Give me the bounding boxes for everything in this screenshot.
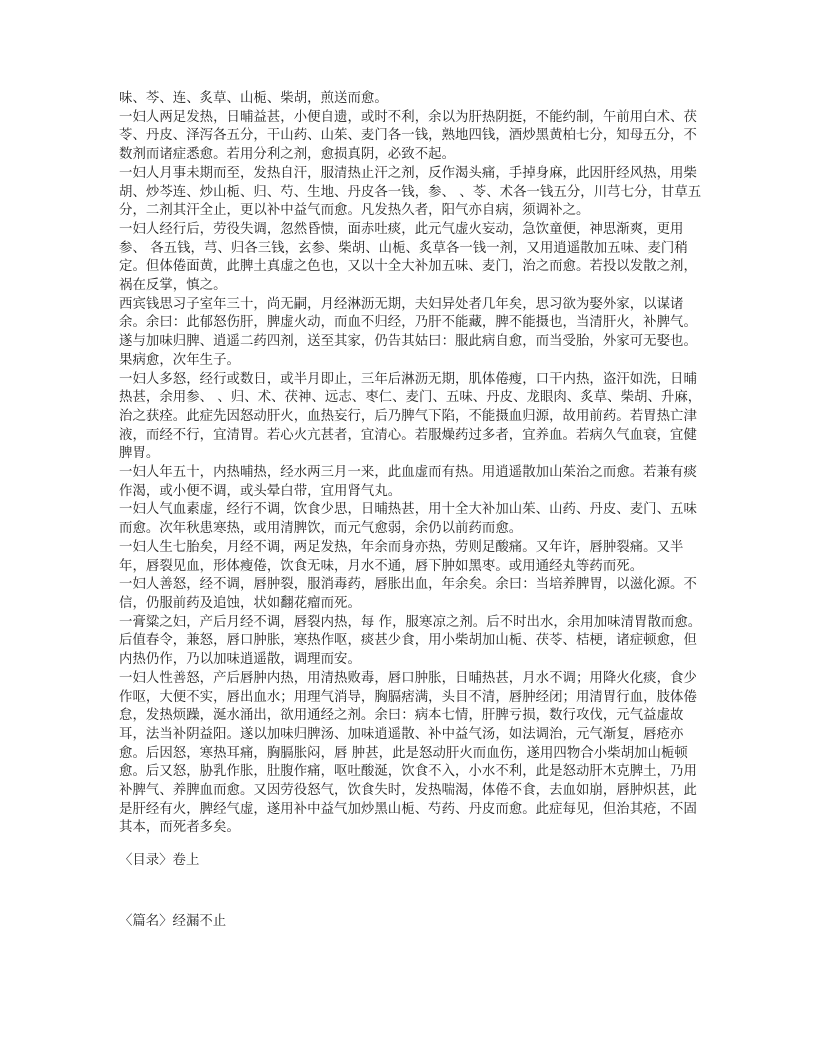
paragraph-8: 一妇人气血素虚，经行不调，饮食少思，日晡热甚，用十全大补加山茱、山药、丹皮、麦门、五味而愈。次年秋患寒热，或用清脾饮，而元气愈弱，余仍以前药而愈。	[119, 502, 697, 537]
paragraph-10: 一妇人善怒，经不调，唇肿裂，服消毒药，唇胀出血，年余矣。余曰：当培养脾胃，以滋化源。不信，仍服前药及追蚀，状如翻花瘤而死。	[119, 577, 697, 611]
toc-label: 〈目录〉卷上	[119, 853, 200, 868]
paragraph-5: 西宾钱思习子室年三十，尚无嗣，月经淋沥无期，夫妇异处者几年矣，思习欲为娶外家，以谋诸余。余曰：此郁怒伤肝，脾虚火动，而血不归经，乃肝不能藏，脾不能摄也，当清肝火，补脾气。遂与加味归脾、逍遥二药四剂，送至其家，仍告其姑曰：服此病自愈，而当受胎，外家可无娶也。果病愈，次年生子。	[119, 296, 697, 368]
paragraph-1: 味、芩、连、炙草、山栀、柴胡，煎送而愈。	[119, 91, 388, 106]
paragraph-9: 一妇人生七胎矣，月经不调，两足发热，年余而身亦热，劳则足酸痛。又年许，唇肿裂痛。又半年，唇裂见血，形体瘦倦，饮食无味，月水不通，唇下肿如黑枣。或用通经丸等药而死。	[119, 539, 684, 574]
paragraph-4: 一妇人经行后，劳役失调，忽然昏愦，面赤吐痰，此元气虚火妄动，急饮童便，神思渐爽，更用参、 各五钱，芎、归各三钱，玄参、柴胡、山栀、炙草各一钱一剂，又用逍遥散加五味、麦门稍定。但体倦面黄，此脾土真虚之色也，又以十全大补加五味、麦门，治之而愈。若投以发散之剂，祸在反掌，慎之。	[119, 221, 697, 294]
paragraph-7: 一妇人年五十，内热晡热，经水两三月一来，此血虚而有热。用逍遥散加山茱治之而愈。若兼有痰作渴，或小便不调，或头晕白带，宜用肾气丸。	[119, 465, 697, 499]
paragraph-6: 一妇人多怒，经行或数日，或半月即止，三年后淋沥无期，肌体倦瘦，口干内热，盗汗如洗，日晡热甚，余用参、 、归、术、茯神、远志、枣仁、麦门、五味、丹皮、龙眼肉、炙草、柴胡、升麻，治之获痊。此症先因怒动肝火，血热妄行，后乃脾气下陷，不能摄血归源，故用前药。若胃热亡津液，而经不行，宜清胃。若心火亢甚者，宜清心。若服燥药过多者，宜养血。若病久气血衰，宜健脾胃。	[119, 371, 702, 462]
section-title: 〈篇名〉经漏不止	[119, 914, 227, 929]
paragraph-11: 一膏粱之妇，产后月经不调，唇裂内热，每 作，服寒凉之剂。后不时出水，余用加味清胃散而愈。后值春令，兼怒，唇口肿胀，寒热作呕，痰甚少食，用小柴胡加山栀、茯苓、桔梗，诸症顿愈，但内热仍作，乃以加味逍遥散，调理而安。	[119, 614, 702, 668]
document-body	[119, 90, 705, 838]
paragraph-3: 一妇人月事未期而至，发热自汗，服清热止汗之剂，反作渴头痛，手掉身麻，此因肝经风热，用柴胡、炒芩连、炒山栀、归、芍、生地、丹皮各一钱，参、 、苓、术各一钱五分，川芎七分，甘草五分，二剂其汗全止，更以补中益气而愈。凡发热久者，阳气亦自病，须调补之。	[119, 165, 702, 219]
paragraph-12: 一妇人性善怒，产后唇肿内热，用清热败毒，唇口肿胀，日晡热甚，月水不调；用降火化痰，食少作呕，大便不实，唇出血水；用理气消导，胸膈痞满，头目不清，唇肿经闭；用清胃行血，肢体倦怠，发热烦躁，涎水涌出，欲用通经之剂。余曰：病本七情，肝脾亏损，数行攻伐，元气益虚故耳，法当补阴益阳。遂以加味归脾汤、加味逍遥散、补中益气汤，如法调治，元气渐复，唇疮亦愈。后因怒，寒热耳痛，胸膈胀闷，唇 肿甚，此是怒动肝火而血伤，遂用四物合小柴胡加山栀顿愈。后又怒，胁乳作胀，肚腹作痛，呕吐酸涎，饮食不入，小水不利，此是怒动肝木克脾土，乃用补脾气、养脾血而愈。又因劳役怒气，饮食失时，发热喘渴，体倦不食，去血如崩，唇肿炽甚，此是肝经有火，脾经气虚，遂用补中益气加炒黑山栀、芍药、丹皮而愈。此症每见，但治其疮，不固其本，而死者多矣。	[119, 670, 697, 836]
paragraph-2: 一妇人两足发热，日晡益甚，小便自遗，或时不利，余以为肝热阴挺，不能约制，午前用白术、茯苓、丹皮、泽泻各五分，干山药、山茱、麦门各一钱，熟地四钱，酒炒黑黄柏七分，知母五分，不数剂而诸症悉愈。若用分利之剂，愈损真阴，必致不起。	[119, 109, 697, 163]
